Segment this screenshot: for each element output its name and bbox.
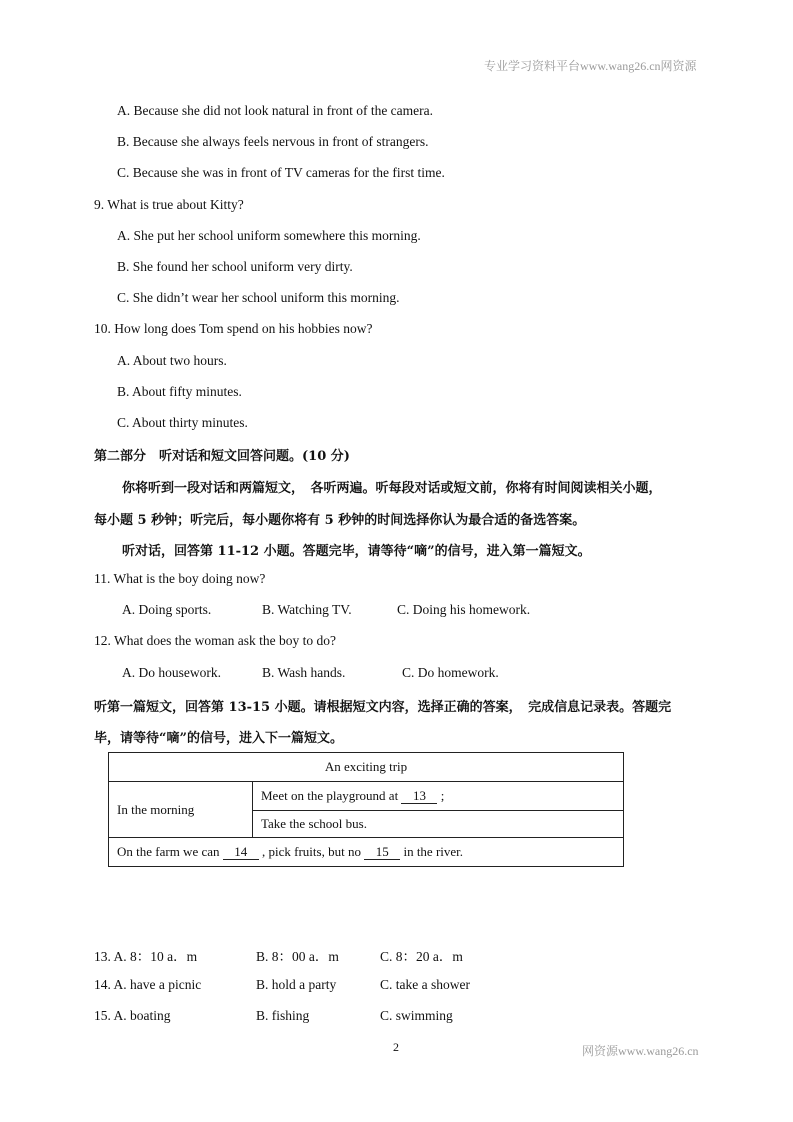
farm-suffix: in the river. bbox=[403, 844, 464, 859]
dialog-instruction: 听对话，回答第 11-12 小题。答题完毕，请等待“嘀”的信号，进入第一篇短文。 bbox=[122, 544, 591, 559]
part2-instruction-line2: 每小题 5 秒钟；听完后，每小题你将有 5 秒钟的时间选择你认为最合适的备选答案。 bbox=[94, 513, 586, 528]
passage1-instruction-line2: 毕，请等待“嘀”的信号，进入下一篇短文。 bbox=[94, 731, 343, 746]
footer-source: 网资源www.wang26.cn bbox=[582, 1044, 699, 1058]
q9-option-a: A. She put her school uniform somewhere this morning. bbox=[117, 228, 421, 243]
q14-option-c: C. take a shower bbox=[380, 977, 470, 992]
table-meet-cell bbox=[253, 782, 624, 811]
meet-text: Meet on the playground at bbox=[261, 788, 399, 803]
q8-option-c: C. Because she was in front of TV cameras for the first time. bbox=[117, 165, 445, 180]
part2-instruction-line1: 你将听到一段对话和两篇短文， 各听两遍。听每段对话或短文前，你将有时间阅读相关小题， bbox=[122, 481, 662, 496]
table-row-label: In the morning bbox=[109, 782, 253, 838]
q12-option-a: A. Do housework. bbox=[122, 665, 221, 680]
q14-option-b: B. hold a party bbox=[256, 977, 337, 992]
passage1-instruction-line1: 听第一篇短文，回答第 13-15 小题。请根据短文内容，选择正确的答案， 完成信息记录表。答题完 bbox=[94, 700, 672, 715]
q9-question: 9. What is true about Kitty? bbox=[94, 197, 244, 212]
farm-text: On the farm we can bbox=[117, 844, 220, 859]
q11-question: 11. What is the boy doing now? bbox=[94, 571, 266, 586]
q11-option-c: C. Doing his homework. bbox=[397, 602, 531, 617]
q8-option-b: B. Because she always feels nervous in front of strangers. bbox=[117, 134, 429, 149]
table-title: An exciting trip bbox=[109, 753, 624, 782]
q10-question: 10. How long does Tom spend on his hobbies now? bbox=[94, 321, 373, 336]
q15-option-b: B. fishing bbox=[256, 1008, 310, 1023]
q15-option-a: 15. A. boating bbox=[94, 1008, 171, 1023]
table-bus-cell: Take the school bus. bbox=[253, 811, 624, 838]
q8-option-a: A. Because she did not look natural in front of the camera. bbox=[117, 103, 434, 118]
q11-option-a: A. Doing sports. bbox=[122, 602, 212, 617]
q13-option-a: 13. A. 8：10 a．m bbox=[94, 949, 198, 964]
blank-14: 14 bbox=[223, 845, 259, 860]
q11-option-b: B. Watching TV. bbox=[262, 602, 352, 617]
info-record-table bbox=[108, 752, 624, 867]
q9-option-b: B. She found her school uniform very dirty. bbox=[117, 259, 353, 274]
part2-title: 第二部分 听对话和短文回答问题。(10 分) bbox=[94, 449, 350, 464]
q10-option-a: A. About two hours. bbox=[117, 353, 227, 368]
table-farm-cell bbox=[109, 838, 624, 867]
q13-option-b: B. 8：00 a．m bbox=[256, 949, 339, 964]
q10-option-b: B. About fifty minutes. bbox=[117, 384, 242, 399]
meet-suffix: ; bbox=[440, 788, 445, 803]
q13-option-c: C. 8：20 a．m bbox=[380, 949, 463, 964]
header-source: 专业学习资料平台www.wang26.cn网资源 bbox=[484, 59, 697, 73]
page-number: 2 bbox=[393, 1040, 399, 1054]
q14-option-a: 14. A. have a picnic bbox=[94, 977, 202, 992]
q9-option-c: C. She didn’t wear her school uniform this morning. bbox=[117, 290, 400, 305]
q10-option-c: C. About thirty minutes. bbox=[117, 415, 248, 430]
q12-question: 12. What does the woman ask the boy to do? bbox=[94, 633, 336, 648]
q15-option-c: C. swimming bbox=[380, 1008, 453, 1023]
blank-13: 13 bbox=[401, 789, 437, 804]
blank-15: 15 bbox=[364, 845, 400, 860]
farm-middle: , pick fruits, but no bbox=[262, 844, 361, 859]
q12-option-b: B. Wash hands. bbox=[262, 665, 346, 680]
q12-option-c: C. Do homework. bbox=[402, 665, 499, 680]
